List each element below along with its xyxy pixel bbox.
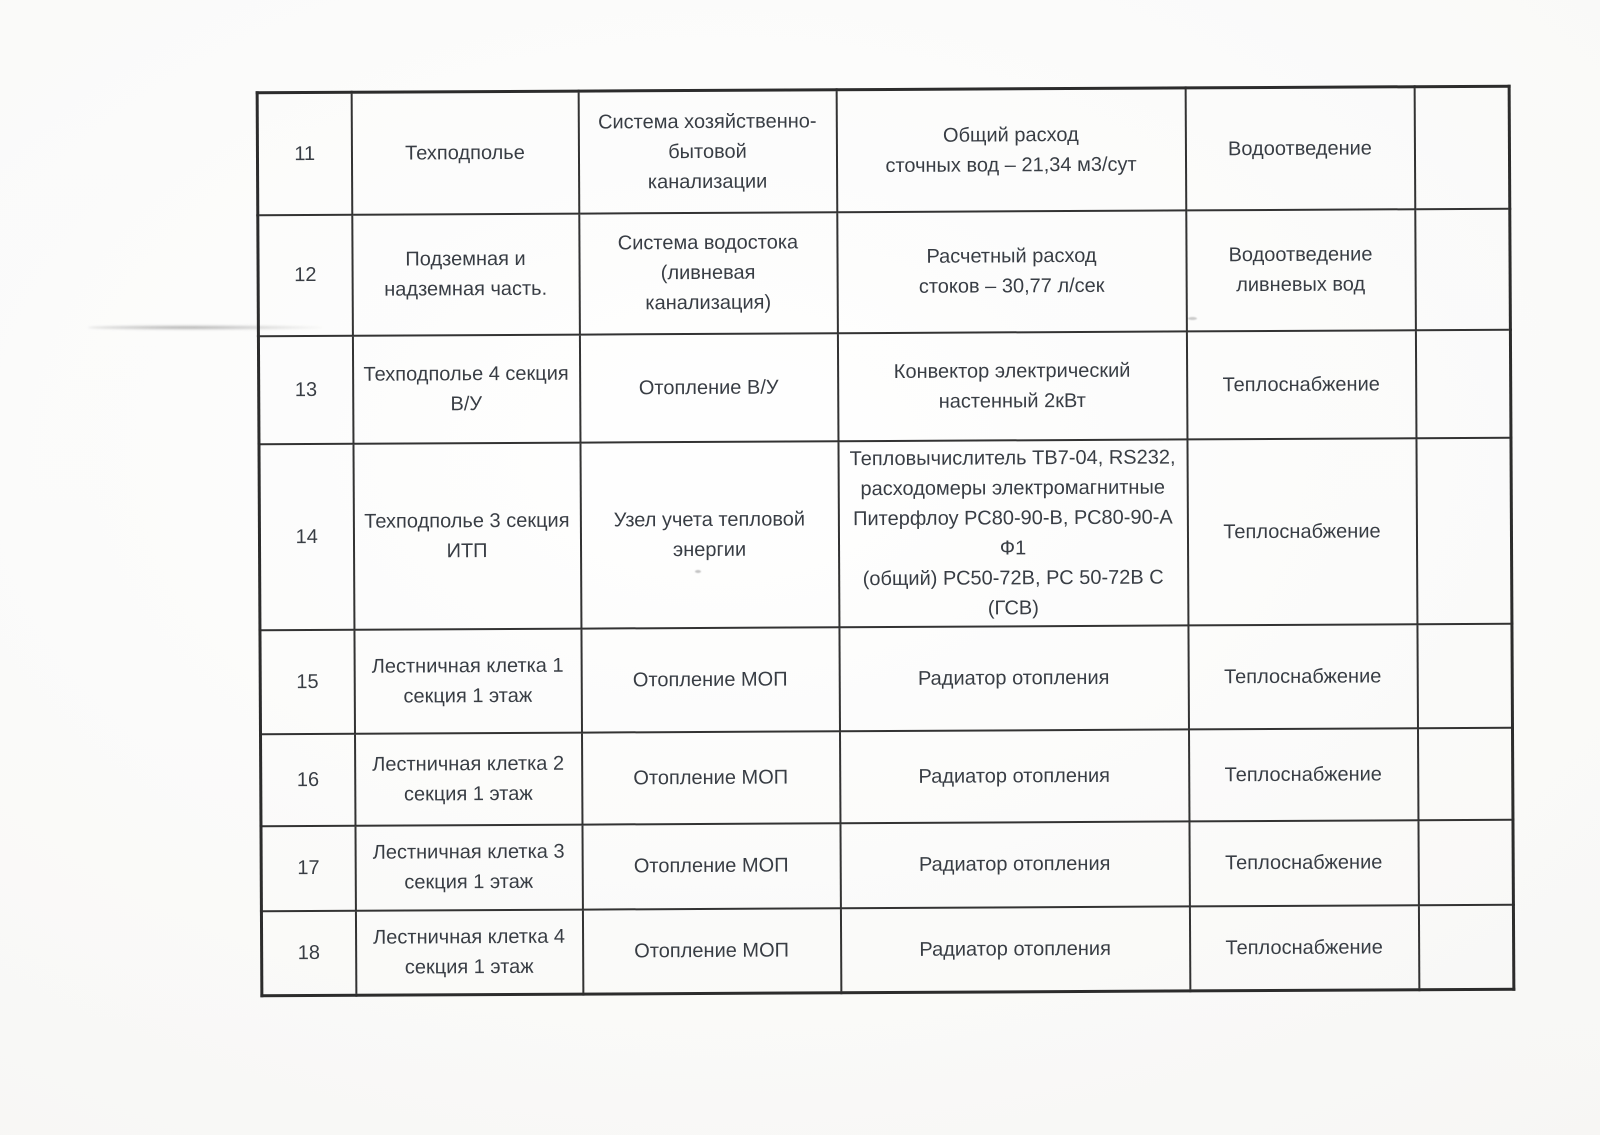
table-row xyxy=(258,329,1511,444)
row-number-cell: 18 xyxy=(261,910,355,995)
location-cell: Техподполье 3 секция ИТП xyxy=(353,442,581,629)
notes-cell xyxy=(1417,623,1513,727)
system-cell: Отопление МОП xyxy=(582,823,840,909)
category-cell: Теплоснабжение xyxy=(1189,820,1418,906)
row-number-cell: 15 xyxy=(260,629,355,733)
row-number-cell: 12 xyxy=(258,214,353,335)
table-row xyxy=(258,208,1511,336)
system-cell: Система хозяйственно- бытовой канализации xyxy=(578,90,837,213)
table-row xyxy=(259,437,1512,630)
system-cell: Отопление МОП xyxy=(581,627,840,732)
system-cell: Отопление В/У xyxy=(579,333,838,442)
location-cell: Подземная и надземная часть. xyxy=(352,213,580,335)
row-number-cell: 11 xyxy=(257,92,352,214)
row-number-cell: 14 xyxy=(259,443,354,629)
description-cell: Радиатор отопления xyxy=(839,729,1188,823)
system-cell: Отопление МОП xyxy=(581,731,839,824)
table-row xyxy=(257,86,1510,215)
notes-cell xyxy=(1415,329,1511,437)
category-cell: Теплоснабжение xyxy=(1188,624,1418,729)
category-cell: Теплоснабжение xyxy=(1189,905,1418,991)
system-cell: Отопление МОП xyxy=(582,908,840,994)
table-row xyxy=(261,904,1513,996)
description-cell: Радиатор отопления xyxy=(839,625,1189,731)
location-cell: Лестничная клетка 4 секция 1 этаж xyxy=(355,909,582,995)
system-cell: Узел учета тепловой энергии xyxy=(580,441,839,628)
category-cell: Водоотведение xyxy=(1185,87,1415,210)
description-cell: Расчетный расход стоков – 30,77 л/сек xyxy=(837,210,1187,333)
row-number-cell: 17 xyxy=(261,825,355,910)
row-number-cell: 16 xyxy=(261,733,355,825)
description-cell: Радиатор отопления xyxy=(840,821,1189,908)
table-row xyxy=(260,623,1513,734)
location-cell: Техподполье xyxy=(351,91,579,214)
notes-cell xyxy=(1414,86,1510,208)
table-row xyxy=(261,819,1513,911)
row-number-cell: 13 xyxy=(258,335,353,443)
category-cell: Теплоснабжение xyxy=(1186,330,1416,439)
location-cell: Лестничная клетка 3 секция 1 этаж xyxy=(355,824,582,910)
system-cell: Система водостока (ливневая канализация) xyxy=(579,212,838,334)
notes-cell xyxy=(1416,437,1512,623)
description-cell: Конвектор электрический настенный 2кВт xyxy=(837,331,1187,441)
location-cell: Техподполье 4 секция В/У xyxy=(352,334,580,443)
description-cell: Тепловычислитель ТВ7-04, RS232, расходомеры электромагнитные Питерфлоу РС80-90-В, РС80-90-А Ф1 (общий) РС50-72В, РС 50-72В С (ГСВ) xyxy=(838,439,1188,627)
location-cell: Лестничная клетка 2 секция 1 этаж xyxy=(354,732,581,825)
category-cell: Теплоснабжение xyxy=(1187,438,1417,625)
notes-cell xyxy=(1415,208,1511,329)
location-cell: Лестничная клетка 1 секция 1 этаж xyxy=(354,628,582,733)
notes-cell xyxy=(1418,819,1513,904)
notes-cell xyxy=(1417,727,1512,819)
notes-cell xyxy=(1418,904,1513,989)
category-cell: Водоотведение ливневых вод xyxy=(1186,209,1416,331)
description-cell: Радиатор отопления xyxy=(840,906,1189,993)
category-cell: Теплоснабжение xyxy=(1188,728,1417,821)
description-cell: Общий расход сточных вод – 21,34 м3/сут xyxy=(836,88,1186,212)
table-row xyxy=(261,727,1513,826)
equipment-table xyxy=(256,85,1516,998)
